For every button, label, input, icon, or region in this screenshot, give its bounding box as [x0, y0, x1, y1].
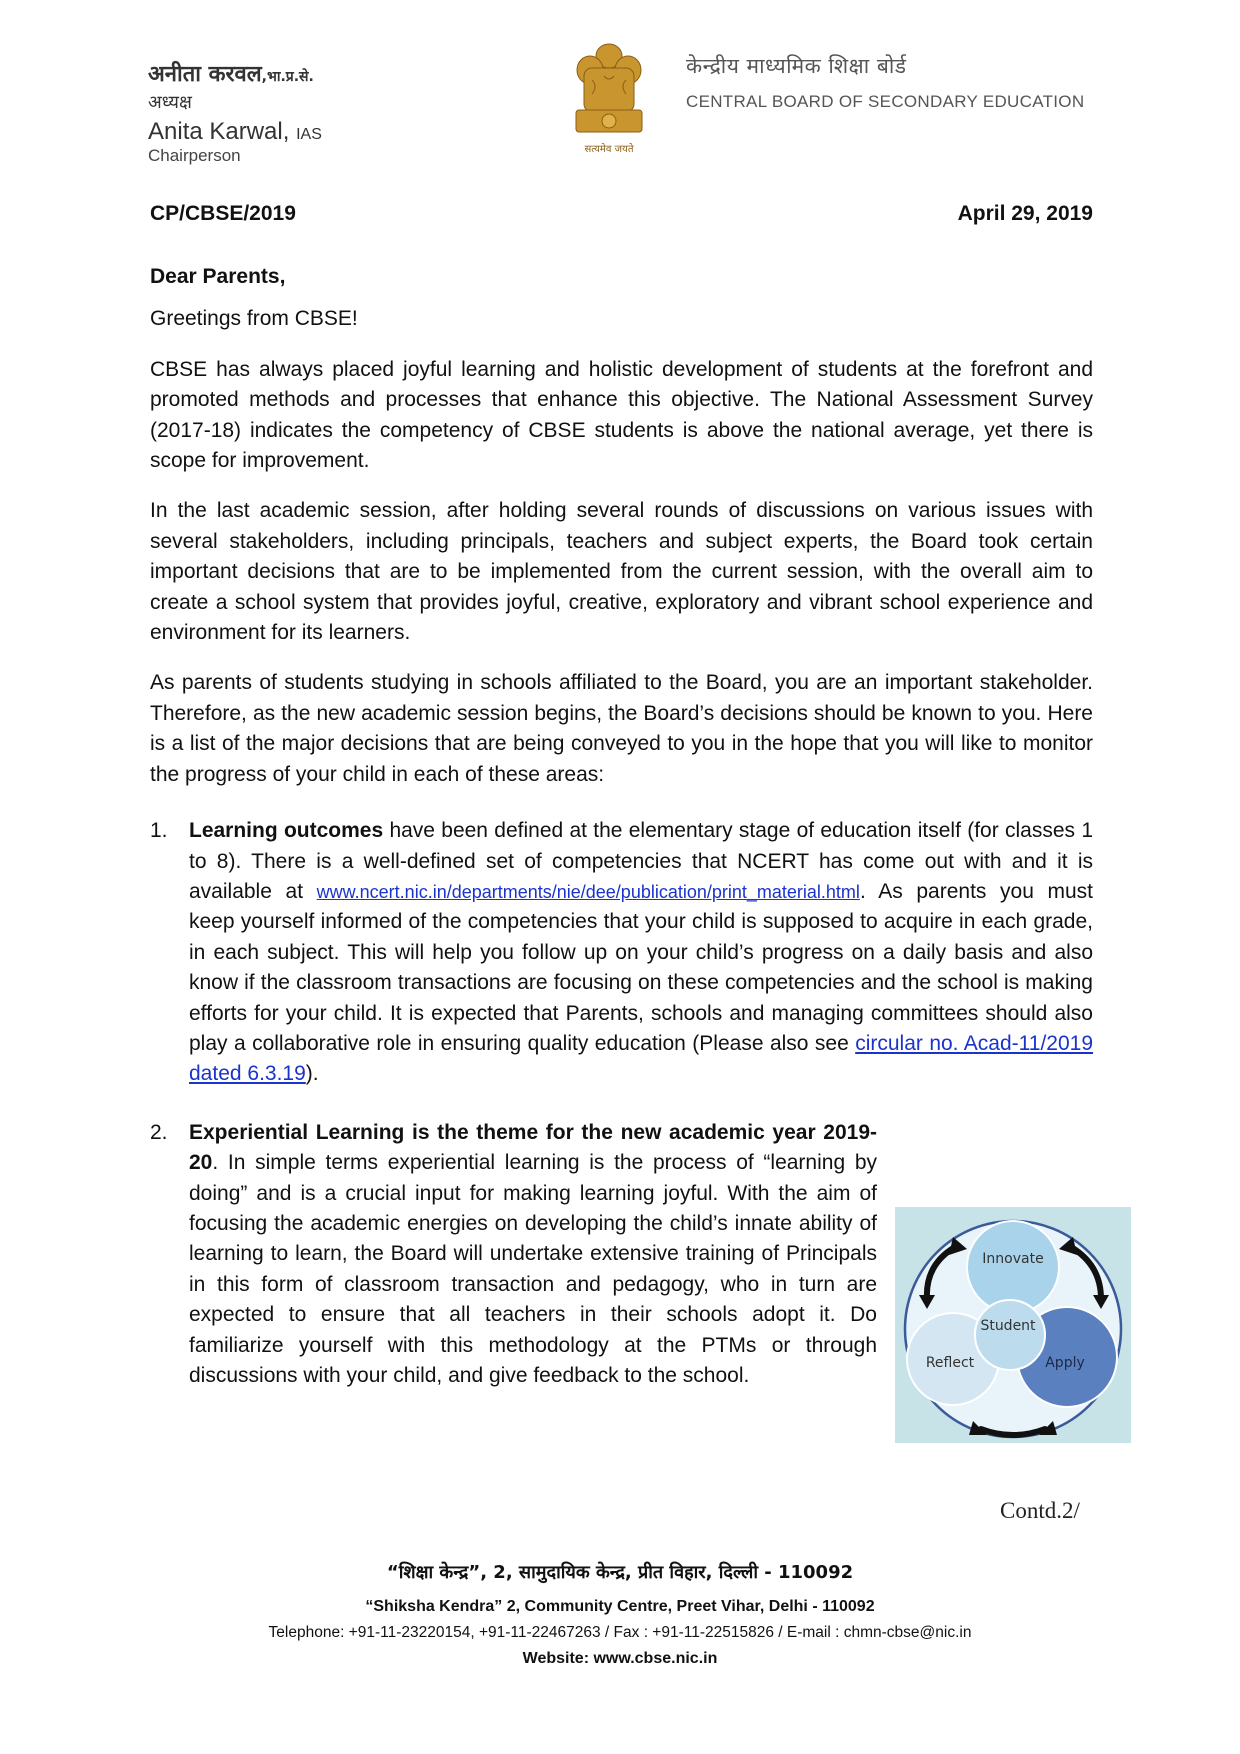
reflect-label: Reflect: [925, 1355, 975, 1371]
item-text: have been defined at the elementary stage of education itself (for classes 1 to 8). There is a well-defined set of competencies that NCERT has come out with and it is available at: [189, 819, 1093, 903]
innovate-label: Innovate: [982, 1251, 1044, 1267]
emblem-motto: सत्यमेव जयते: [584, 144, 634, 155]
student-circle: [975, 1300, 1045, 1370]
sender-hindi-title: अध्यक्ष: [148, 92, 192, 113]
item-number: 2.: [150, 1120, 168, 1144]
letter-date: April 29, 2019: [957, 202, 1093, 225]
greeting: Greetings from CBSE!: [150, 307, 358, 331]
item-heading: Experiential Learning is the theme for the new academic year 2019-20: [189, 1120, 877, 1175]
sender-hindi-name: अनीता करवल,भा.प्र.से.: [148, 62, 314, 87]
experiential-learning-diagram: [895, 1207, 1131, 1443]
footer-website: Website: www.cbse.nic.in: [522, 1650, 718, 1667]
board-name-hindi: केन्द्रीय माध्यमिक शिक्षा बोर्ड: [686, 54, 907, 78]
apply-label: Apply: [1045, 1355, 1085, 1371]
sender-hindi-honorific: ,भा.प्र.से.: [261, 69, 314, 85]
letterhead-footer: [0, 1560, 1240, 1668]
list-item: [150, 816, 1093, 1090]
item-number: 1.: [150, 819, 168, 843]
item-text: . In simple terms experiential learning is the process of “learning by doing” and is a crucial input for making learning joyful. With the aim of focusing the academic energies on developing the child’s innate ability of learning to learn, the Board will undertake extensive training of Principals in this form of classroom transaction and pedagogy, who in turn are expected to ensure that all teachers in their schools adopt it. Do familiarize yourself with this methodology at the PTMs or through discussions with your child, and give feedback to the school.: [189, 1151, 877, 1387]
board-name-block: [686, 52, 1084, 112]
reference-line: [150, 202, 1093, 226]
national-emblem-icon: [568, 40, 650, 160]
footer-address-hindi: “शिक्षा केन्द्र”, 2, सामुदायिक केन्द्र, प्रीत विहार, दिल्ली - 110092: [386, 1562, 854, 1583]
footer-contact: Telephone: +91-11-23220154, +91-11-22467263 / Fax : +91-11-22515826 / E-mail : chmn-cbse@nic.in: [268, 1624, 972, 1641]
student-label: Student: [980, 1318, 1036, 1334]
footer-address-english: “Shiksha Kendra” 2, Community Centre, Preet Vihar, Delhi - 110092: [365, 1598, 875, 1615]
continued-note: Contd.2/: [1000, 1498, 1080, 1523]
reference-number: CP/CBSE/2019: [150, 202, 296, 225]
ncert-link[interactable]: www.ncert.nic.in/departments/nie/dee/publication/print_material.html: [316, 881, 860, 902]
item-heading: Learning outcomes: [189, 819, 384, 843]
item-text: . As parents you must keep yourself informed of the competencies that your child is supposed to acquire in each grade, in each subject. This will help you follow up on your child’s progress on a daily basis and also know if the classroom transactions are focusing on these competencies and the school is making efforts for your child. It is expected that Parents, schools and managing committees should also play a collaborative role in ensuring quality education (Please also see: [189, 879, 1094, 1055]
board-name-english: CENTRAL BOARD OF SECONDARY EDUCATION: [686, 92, 1085, 111]
paragraph-2: In the last academic session, after holding several rounds of discussions on various issues with several stakeholders, including principals, teachers and subject experts, the Board took certain important decisions that are to be implemented from the current session, with the overall aim to create a school system that provides joyful, creative, exploratory and vibrant school experience and environment for its learners.: [150, 499, 1093, 645]
paragraph-3: As parents of students studying in schools affiliated to the Board, you are an important stakeholder. Therefore, as the new academic session begins, the Board’s decisions should be known to you. Here is a list of the major decisions that are being conveyed to you in the hope that you will like to monitor the progress of your child in each of these areas:: [150, 671, 1093, 786]
paragraph-1: CBSE has always placed joyful learning and holistic development of students at the forefront and promoted methods and processes that enhance this objective. The National Assessment Survey (2017-18) indicates the competency of CBSE students is above the national average, yet there is scope for improvement.: [150, 357, 1093, 473]
sender-block: [148, 58, 322, 166]
sender-honorific: IAS: [296, 126, 322, 143]
circular-link[interactable]: circular no. Acad-11/2019 dated 6.3.19: [189, 1031, 1093, 1086]
sender-name: Anita Karwal, IAS: [148, 118, 322, 145]
item-text: ).: [305, 1062, 319, 1086]
salutation: Dear Parents,: [150, 265, 286, 288]
sender-title: Chairperson: [148, 146, 241, 165]
